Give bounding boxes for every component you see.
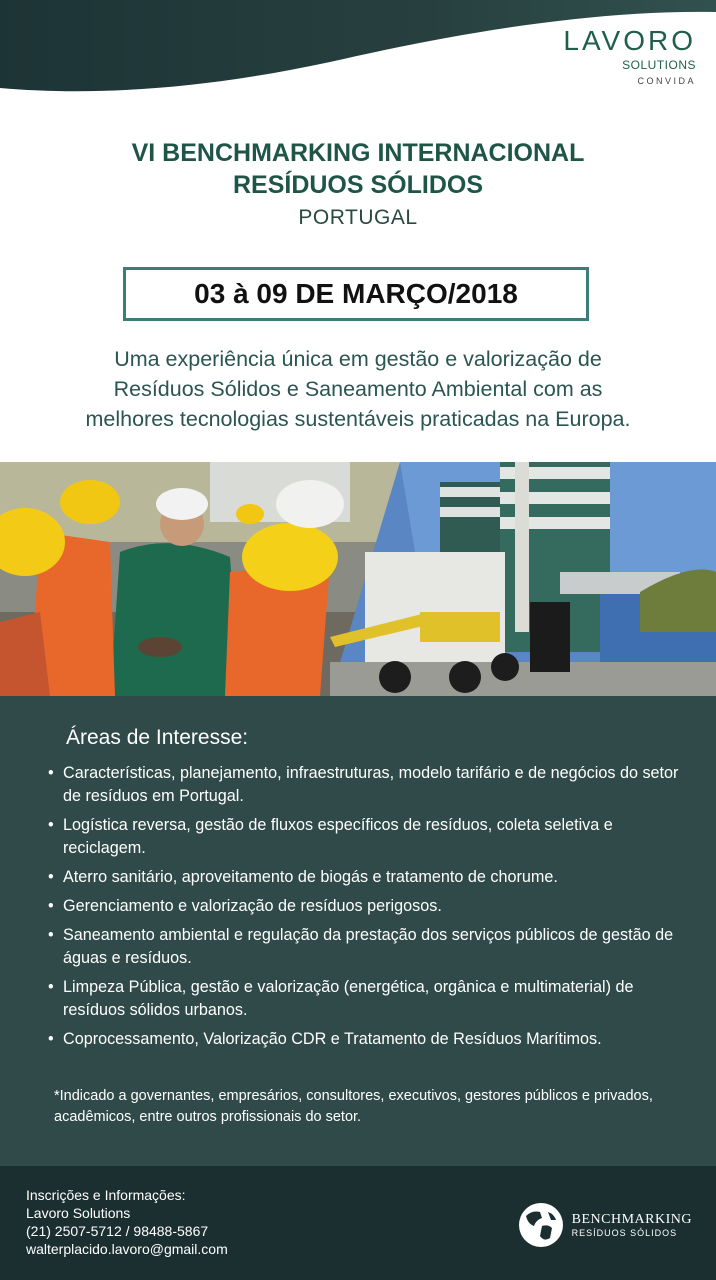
event-title-line1: VI BENCHMARKING INTERNACIONAL xyxy=(131,139,585,167)
benchmarking-logo xyxy=(518,1202,692,1248)
list-item xyxy=(48,976,688,1022)
logo-brand: LAVORO xyxy=(563,25,696,56)
list-item xyxy=(48,895,688,918)
bullet-icon: • xyxy=(48,816,54,834)
globe-icon xyxy=(518,1202,564,1248)
contact-info xyxy=(26,1186,228,1258)
list-item-text: Coprocessamento, Valorização CDR e Tratamento de Resíduos Marítimos. xyxy=(63,1030,602,1048)
interest-section xyxy=(0,696,716,1166)
bullet-icon: • xyxy=(48,1030,54,1048)
photo-collage xyxy=(0,462,716,696)
event-dates: 03 à 09 DE MARÇO/2018 xyxy=(194,278,518,309)
intro-line: Resíduos Sólidos e Saneamento Ambiental com as xyxy=(113,377,603,401)
list-item-text: Logística reversa, gestão de fluxos específicos de resíduos, coleta seletiva e reciclagem. xyxy=(63,816,613,857)
list-item xyxy=(48,814,688,860)
benchmarking-title: BENCHMARKING xyxy=(571,1212,692,1227)
list-item xyxy=(48,866,688,889)
event-date-box xyxy=(123,267,589,321)
audience-note: *Indicado a governantes, empresários, consultores, executivos, gestores públicos e privados, acadêmicos, entre outros profissionais do setor. xyxy=(54,1088,653,1125)
list-item xyxy=(48,924,688,970)
event-country: PORTUGAL xyxy=(298,206,418,229)
benchmarking-subtitle: RESÍDUOS SÓLIDOS xyxy=(571,1228,678,1238)
list-item-text: Aterro sanitário, aproveitamento de biogás e tratamento de chorume. xyxy=(63,868,558,886)
list-item-text: Características, planejamento, infraestruturas, modelo tarifário e de negócios do setor de resíduos em Portugal. xyxy=(63,764,679,805)
list-item-text: Limpeza Pública, gestão e valorização (energética, orgânica e multimaterial) de resíduos sólidos urbanos. xyxy=(63,978,634,1019)
logo-invite: CONVIDA xyxy=(637,76,696,86)
lavoro-logo xyxy=(563,26,696,86)
list-item xyxy=(48,1028,688,1051)
bullet-icon: • xyxy=(48,926,54,944)
list-item-text: Gerenciamento e valorização de resíduos perigosos. xyxy=(63,897,442,915)
bullet-icon: • xyxy=(48,868,54,886)
intro-line: melhores tecnologias sustentáveis praticadas na Europa. xyxy=(85,407,631,431)
bullet-icon: • xyxy=(48,978,54,996)
event-title-line2: RESÍDUOS SÓLIDOS xyxy=(232,171,484,199)
bullet-icon: • xyxy=(48,764,54,782)
contact-heading: Inscrições e Informações: xyxy=(26,1187,186,1203)
bullet-icon: • xyxy=(48,897,54,915)
event-intro xyxy=(30,344,686,434)
list-item-text: Saneamento ambiental e regulação da prestação dos serviços públicos de gestão de águas e resíduos. xyxy=(63,926,674,967)
logo-solutions: SOLUTIONS xyxy=(622,58,696,72)
intro-line: Uma experiência única em gestão e valorização de xyxy=(114,347,602,371)
contact-phones: (21) 2507-5712 / 98488-5867 xyxy=(26,1223,209,1239)
contact-email[interactable]: walterplacido.lavoro@gmail.com xyxy=(26,1241,228,1257)
interest-heading: Áreas de Interesse: xyxy=(66,726,249,749)
list-item xyxy=(48,762,688,808)
footer xyxy=(0,1166,716,1280)
contact-company: Lavoro Solutions xyxy=(26,1205,131,1221)
interest-list xyxy=(48,762,688,1057)
photo-workers xyxy=(0,462,400,696)
